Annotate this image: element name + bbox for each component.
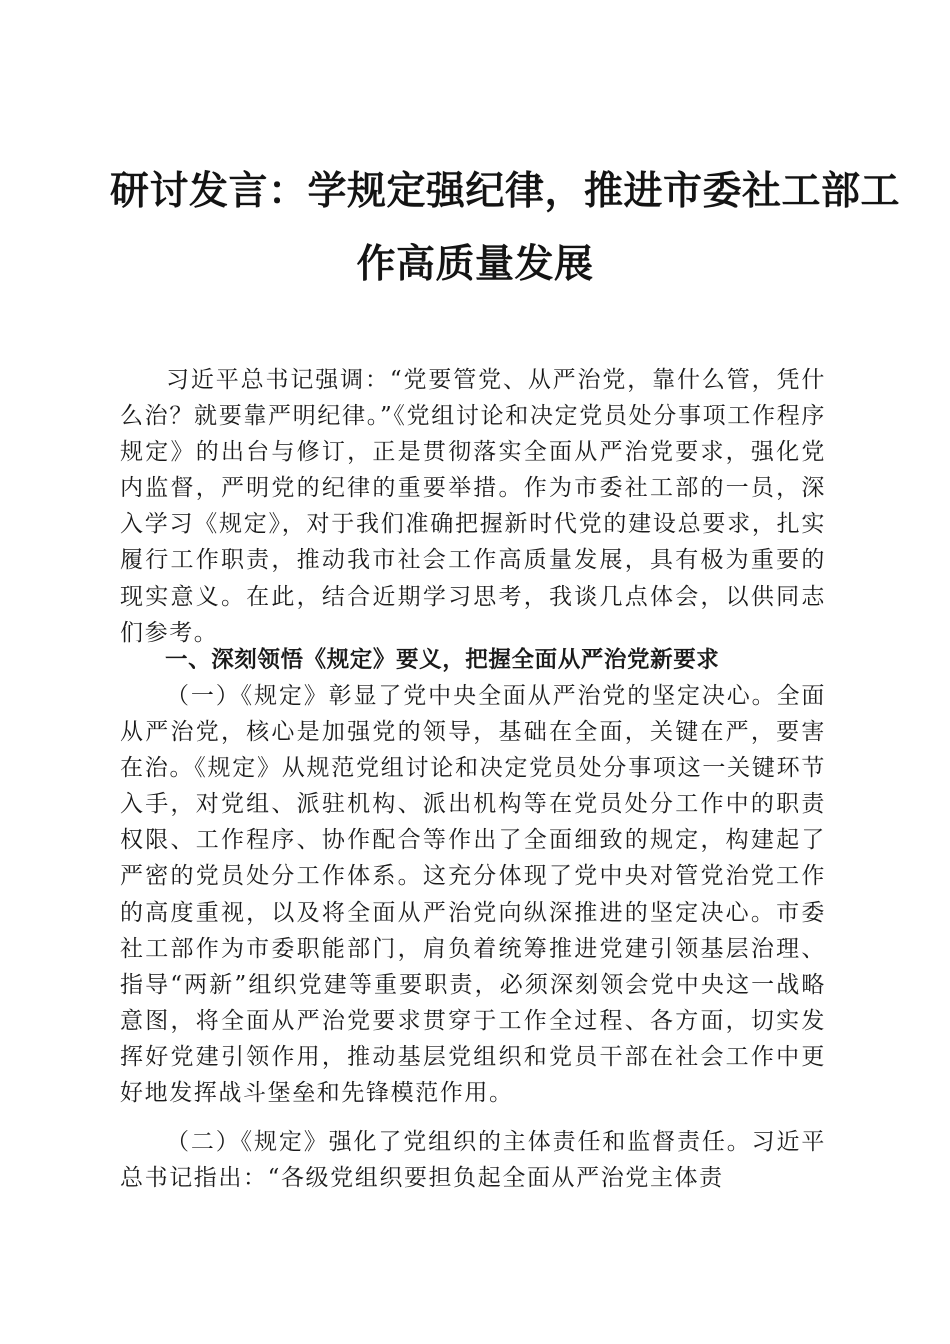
subsection-paragraph-1: （一）《规定》彰显了党中央全面从严治党的坚定决心。全面从严治党，核心是加强党的领导，基础在全面，关键在严，要害在治。《规定》从规范党组讨论和决定党员处分事项这一关键环节入手，对党组、派驻机构、派出机构等在党员处分工作中的职责权限、工作程序、协作配合等作出了全面细致的规定，构建起了严密的党员处分工作体系。这充分体现了党中央对管党治党工作的高度重视，以及将全面从严治党向纵深推进的坚定决心。市委社工部作为市委职能部门，肩负着统筹推进党建引领基层治理、指导“两新”组织党建等重要职责，必须深刻领会党中央这一战略意图，将全面从严治党要求贯穿于工作全过程、各方面，切实发挥好党建引领作用，推动基层党组织和党员干部在社会工作中更好地发挥战斗堡垒和先锋模范作用。 — [120, 683, 826, 1107]
subsection-paragraph-2: （二）《规定》强化了党组织的主体责任和监督责任。习近平总书记指出：“各级党组织要担负起全面从严治党主体责 — [120, 1129, 826, 1192]
document-title-line-1: 研讨发言：学规定强纪律，推进市委社工部工 — [110, 168, 901, 214]
document-title-line-2: 作高质量发展 — [356, 241, 594, 287]
intro-paragraph: 习近平总书记强调：“党要管党、从严治党，靠什么管，凭什么治？就要靠严明纪律。”《党组讨论和决定党员处分事项工作程序规定》的出台与修订，正是贯彻落实全面从严治党要求，强化党内监督，严明党的纪律的重要举措。作为市委社工部的一员，深入学习《规定》，对于我们准确把握新时代党的建设总要求，扎实履行工作职责，推动我市社会工作高质量发展，具有极为重要的现实意义。在此，结合近期学习思考，我谈几点体会，以供同志们参考。 — [120, 367, 826, 646]
section-heading-1: 一、深刻领悟《规定》要义，把握全面从严治党新要求 — [165, 647, 720, 673]
